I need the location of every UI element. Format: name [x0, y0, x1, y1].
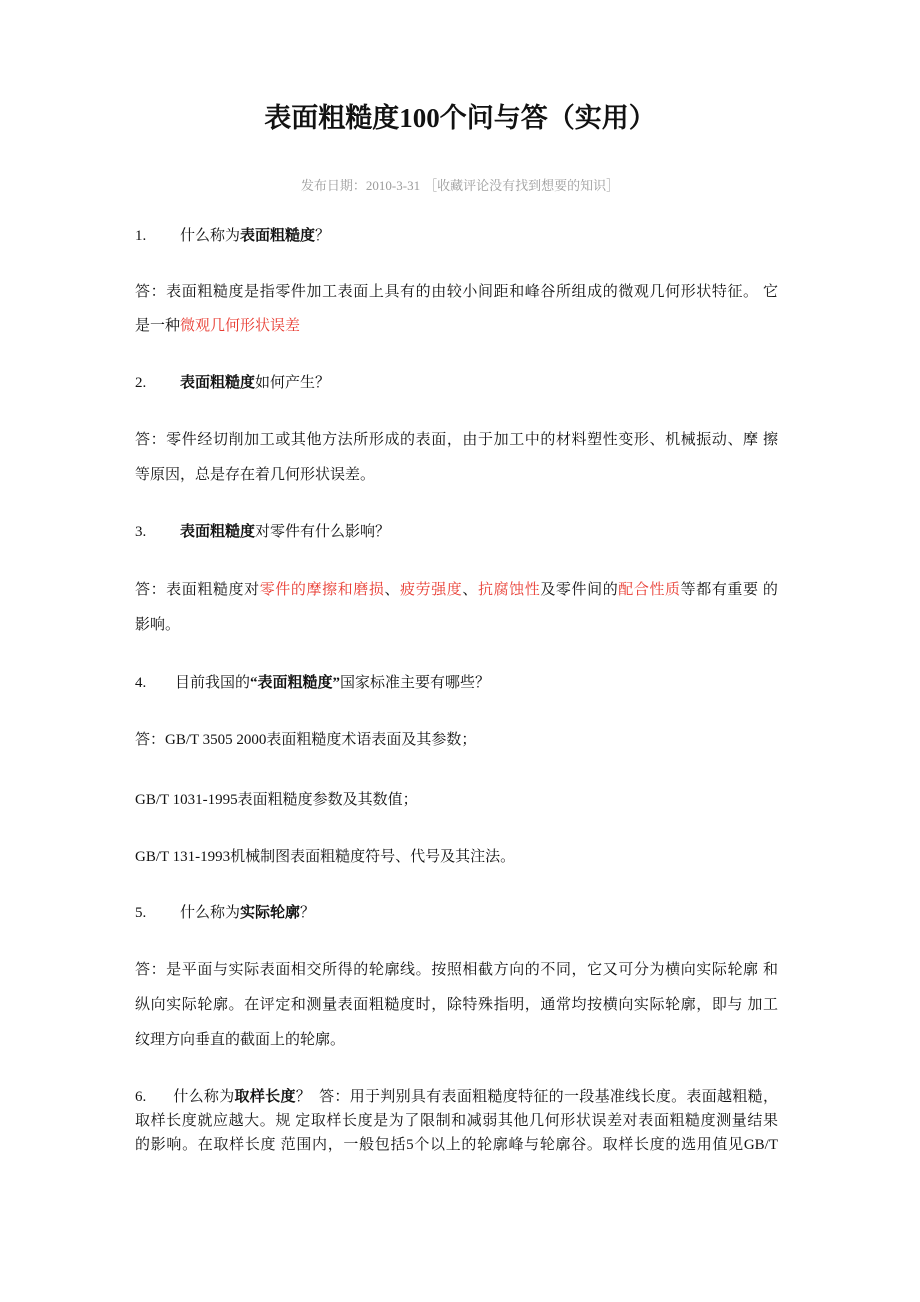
qa-1-answer-line-1: 答：表面粗糙度是指零件加工表面上具有的由较小间距和峰谷所组成的微观几何形状特征。 它 — [135, 284, 778, 300]
publish-date: 2010-3-31 — [365, 178, 421, 193]
qa-5-question-post: ？ — [300, 905, 316, 921]
qa-3-answer-highlight-fit: 配合性质 — [618, 582, 681, 598]
qa-5-answer-line-3: 纹理方向垂直的截面上的轮廓。 — [135, 1032, 346, 1048]
qa-3-answer-line-2: 影响。 — [135, 617, 181, 633]
qa-3-answer-highlight-fatigue: 疲劳强度 — [400, 582, 463, 598]
qa-5-question — [135, 896, 778, 931]
publish-meta — [0, 176, 920, 196]
qa-2-number: 2. — [135, 375, 147, 391]
qa-1-number: 1. — [135, 228, 147, 244]
qa-6-answer-line-3: 的影响。在取样长度 范围内，一般包括5个以上的轮廓峰与轮廓谷。取样长度的选用值见GB/T — [135, 1137, 778, 1153]
qa-4-answer-line-2: GB/T 1031-1995表面粗糙度参数及其数值； — [135, 792, 418, 808]
qa-3-answer-text: 等都有重要 的 — [680, 582, 778, 598]
qa-6-question-pre: 什么称为 — [173, 1089, 235, 1105]
qa-1-question-post: ？ — [315, 228, 331, 244]
qa-3-answer-highlight-friction: 零件的摩擦和磨损 — [259, 582, 385, 598]
qa-3-answer-text: 答：表面粗糙度对 — [135, 582, 260, 598]
qa-4-answer-line-3: GB/T 131-1993机械制图表面粗糙度符号、代号及其注法。 — [135, 849, 516, 865]
qa-3-number: 3. — [135, 524, 147, 540]
qa-1-answer-highlight: 微观几何形状误差 — [180, 318, 301, 334]
publish-date-label: 发布日期： — [300, 178, 366, 193]
qa-3-answer-highlight-corrosion: 抗腐蚀性 — [477, 582, 541, 598]
qa-2-answer-line-1: 答：零件经切削加工或其他方法所形成的表面，由于加工中的材料塑性变形、机械振动、摩 擦 — [135, 432, 778, 448]
qa-1-question-pre: 什么称为 — [180, 228, 241, 244]
qa-4-question-term: “表面粗糙度” — [250, 675, 341, 691]
qa-4-question-pre: 目前我国的 — [175, 675, 251, 691]
qa-4-question-post: 国家标准主要有哪些？ — [340, 675, 491, 691]
meta-actions: ［收藏评论没有找到想要的知识］ — [424, 178, 620, 193]
qa-3-answer-separator: 、 — [384, 582, 401, 598]
qa-4-answer-line-1: 答：GB/T 3505 2000表面粗糙度术语表面及其参数； — [135, 732, 477, 748]
qa-5-question-term: 实际轮廓 — [240, 905, 301, 921]
qa-5-answer-line-1: 答：是平面与实际表面相交所得的轮廓线。按照相截方向的不同，它又可分为横向实际轮廓 和 — [135, 962, 778, 978]
qa-4-number: 4. — [135, 675, 147, 691]
qa-6-question-term: 取样长度 — [234, 1089, 296, 1105]
qa-1-question — [135, 219, 778, 254]
qa-5-answer-line-2: 纵向实际轮廓。在评定和测量表面粗糙度时，除特殊指明，通常均按横向实际轮廓，即与 加工 — [135, 997, 778, 1013]
qa-6-answer-line-2: 取样长度就应越大。规 定取样长度是为了限制和减弱其他几何形状误差对表面粗糙度测量结果 — [135, 1113, 778, 1129]
page-title: 表面粗糙度100个问与答（实用） — [264, 103, 656, 133]
qa-2-question-term: 表面粗糙度 — [180, 375, 256, 391]
qa-6-answer-line-1: 答：用于判别具有表面粗糙度特征的一段基准线长度。表面越粗糙， — [319, 1089, 778, 1105]
qa-3-question — [135, 515, 778, 550]
qa-3-question-post: 对零件有什么影响？ — [255, 524, 391, 540]
qa-2-question — [135, 366, 778, 401]
qa-6-question-post: ？ — [295, 1089, 312, 1105]
qa-3-answer-text: 及零件间的 — [540, 582, 619, 598]
qa-1-answer-line-2 — [135, 309, 778, 344]
qa-2-question-post: 如何产生？ — [255, 375, 331, 391]
qa-5-number: 5. — [135, 905, 147, 921]
qa-3-answer-line-1 — [135, 573, 778, 608]
qa-5-question-pre: 什么称为 — [180, 905, 241, 921]
qa-1-answer-line-2-text: 是一种 — [135, 318, 181, 334]
qa-3-question-term: 表面粗糙度 — [180, 524, 256, 540]
qa-3-answer-separator: 、 — [462, 582, 478, 598]
qa-4-question — [135, 666, 778, 701]
qa-6-question — [135, 1085, 778, 1109]
qa-6-number: 6. — [135, 1089, 147, 1105]
qa-1-question-term: 表面粗糙度 — [240, 228, 316, 244]
qa-2-answer-line-2: 等原因，总是存在着几何形状误差。 — [135, 467, 376, 483]
